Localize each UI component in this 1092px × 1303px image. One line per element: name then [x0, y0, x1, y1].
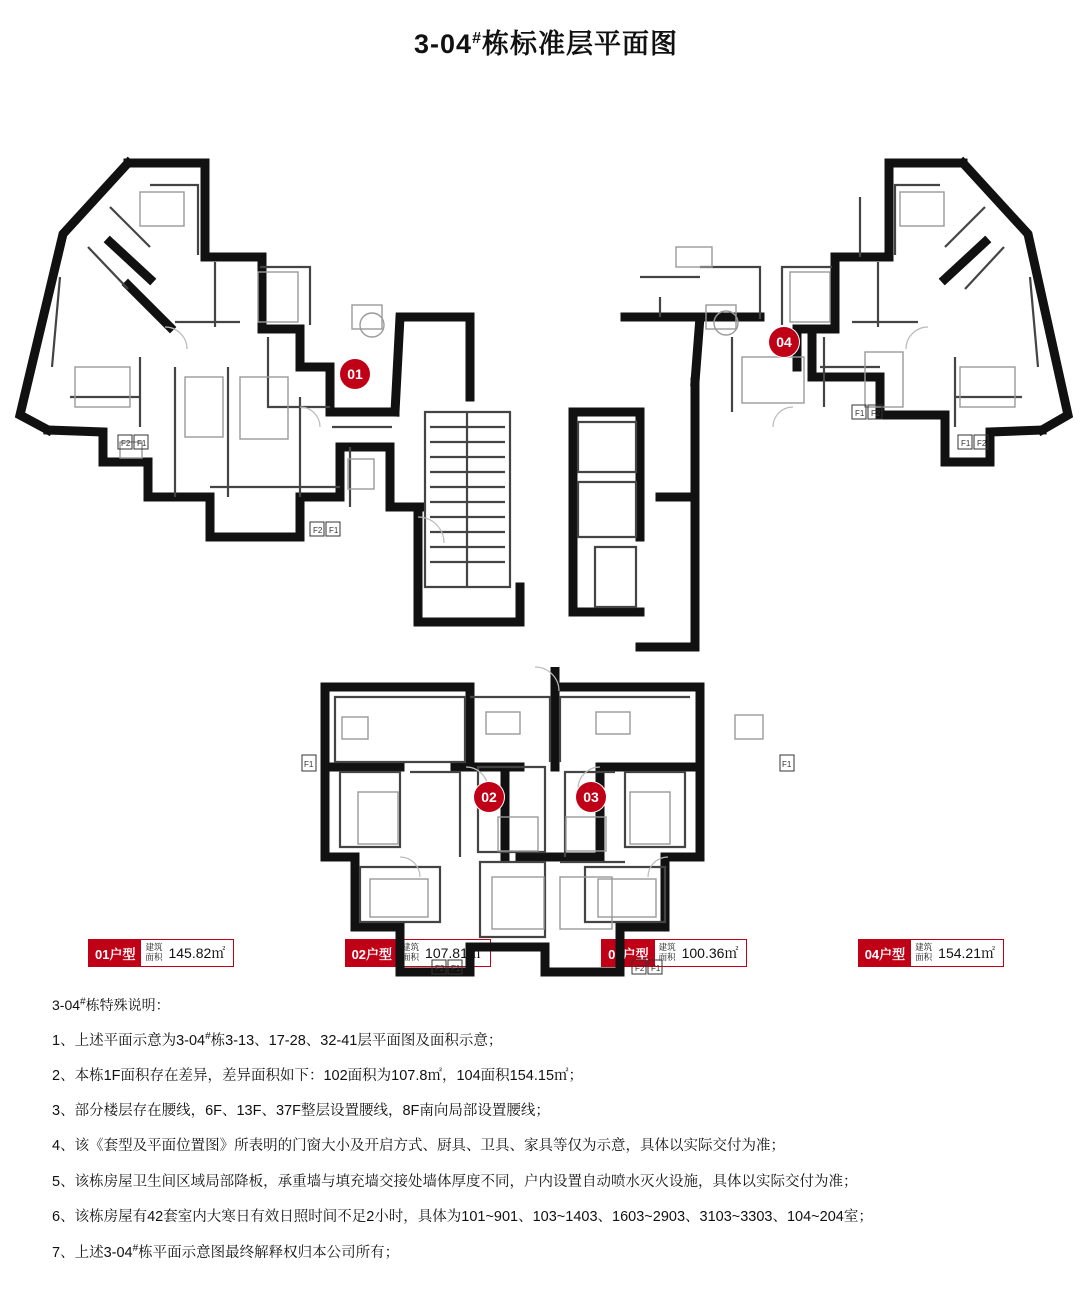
svg-text:F2: F2	[635, 964, 645, 973]
svg-text:F2: F2	[121, 439, 131, 448]
unit-marker-03[interactable]	[576, 782, 606, 812]
note-item-7	[52, 1241, 1040, 1265]
note-item-7-post: 栋平面示意图最终解释权归本公司所有；	[138, 1244, 400, 1261]
notes-heading-prefix: 3-04	[52, 997, 81, 1013]
legend-item-04	[858, 939, 1004, 967]
door-swings	[165, 327, 928, 877]
unit-marker-01[interactable]	[340, 359, 370, 389]
note-item-2-pre: 2、本栋1F面积存在差异，差异面积如下：102面积为107.8㎡，104面积154.15㎡；	[52, 1068, 584, 1085]
legend-label-01-line2: 面积	[145, 952, 163, 962]
note-item-4	[52, 1135, 1040, 1158]
note-item-4-pre: 4、该《套型及平面位置图》所表明的门窗大小及开启方式、厨具、卫具、家具等仅为示意，具体以实际交付为准；	[52, 1138, 786, 1155]
legend-label-04-line1: 建筑	[915, 942, 933, 953]
unit-marker-04-label: 04	[776, 334, 792, 350]
note-item-6	[52, 1206, 1040, 1229]
note-item-1-post: 栋3-13、17-28、32-41层平面图及面积示意；	[210, 1032, 503, 1049]
note-item-1	[52, 1029, 1040, 1053]
unit-marker-01-label: 01	[347, 366, 363, 382]
page-title-sup: #	[472, 30, 482, 47]
legend-label-04	[911, 940, 936, 966]
legend-value-02: 107.81㎡	[425, 945, 482, 961]
svg-text:F1: F1	[961, 439, 971, 448]
legend-label-03	[655, 940, 680, 966]
legend-tag-01: 01户型	[89, 940, 141, 966]
svg-text:F1: F1	[137, 439, 147, 448]
legend-label-03-line2: 面积	[658, 952, 676, 962]
note-item-7-sup: #	[132, 1242, 139, 1254]
svg-text:F2: F2	[977, 439, 987, 448]
legend-value-01: 145.82㎡	[168, 945, 226, 961]
legend-label-01	[141, 940, 166, 966]
note-item-3-pre: 3、部分楼层存在腰线，6F、13F、37F整层设置腰线，8F南向局部设置腰线；	[52, 1103, 550, 1120]
legend-tag-03: 03户型	[602, 940, 654, 966]
svg-text:F2: F2	[313, 526, 323, 535]
legend-tag-02: 02户型	[346, 940, 398, 966]
svg-text:F2: F2	[435, 964, 445, 973]
note-item-3	[52, 1100, 1040, 1123]
legend-label-02-line2: 面积	[402, 952, 420, 962]
notes-heading-sup: #	[80, 996, 86, 1008]
unit-marker-02-label: 02	[481, 789, 497, 805]
page-title	[0, 0, 1092, 67]
note-item-6-pre: 6、该栋房屋有42套室内大寒日有效日照时间不足2小时，具体为101~901、103~1403、1603~2903、3103~3303、104~204室；	[52, 1208, 873, 1225]
page-title-suffix: 栋标准层平面图	[481, 29, 678, 59]
svg-text:F1: F1	[651, 964, 661, 973]
legend-label-03-line1: 建筑	[658, 942, 676, 953]
svg-text:F1: F1	[782, 760, 792, 769]
legend-value-04: 154.21㎡	[938, 945, 995, 961]
notes-section	[0, 995, 1092, 1303]
svg-text:F1: F1	[304, 760, 314, 769]
svg-text:F1: F1	[329, 526, 339, 535]
legend-value-03: 100.36㎡	[681, 945, 739, 961]
legend-tag-04: 04户型	[859, 940, 911, 966]
note-item-2	[52, 1065, 1040, 1088]
interior-partitions	[52, 185, 1038, 937]
notes-heading-suffix: 栋特殊说明：	[85, 997, 170, 1013]
note-item-5	[52, 1171, 1040, 1194]
legend-label-04-line2: 面积	[915, 952, 933, 962]
page-title-prefix: 3-04	[414, 29, 473, 59]
svg-text:F1: F1	[855, 409, 865, 418]
note-item-5-pre: 5、该栋房屋卫生间区域局部降板，承重墙与填充墙交接处墙体厚度不同，户内设置自动喷水灭火设施，具体以实际交付为准；	[52, 1173, 858, 1190]
unit-marker-03-label: 03	[583, 789, 599, 805]
legend-item-01	[88, 939, 234, 967]
note-item-7-pre: 7、上述3-04	[52, 1244, 133, 1261]
notes-heading	[52, 995, 1040, 1015]
svg-text:F1: F1	[451, 964, 461, 973]
note-item-1-pre: 1、上述平面示意为3-04	[52, 1032, 206, 1049]
note-item-1-sup: #	[205, 1031, 211, 1042]
unit-marker-02[interactable]	[474, 782, 504, 812]
unit-marker-04[interactable]	[769, 327, 799, 357]
svg-text:F2: F2	[871, 409, 881, 418]
legend-label-02-line1: 建筑	[402, 942, 420, 953]
legend-label-01-line1: 建筑	[145, 942, 163, 953]
